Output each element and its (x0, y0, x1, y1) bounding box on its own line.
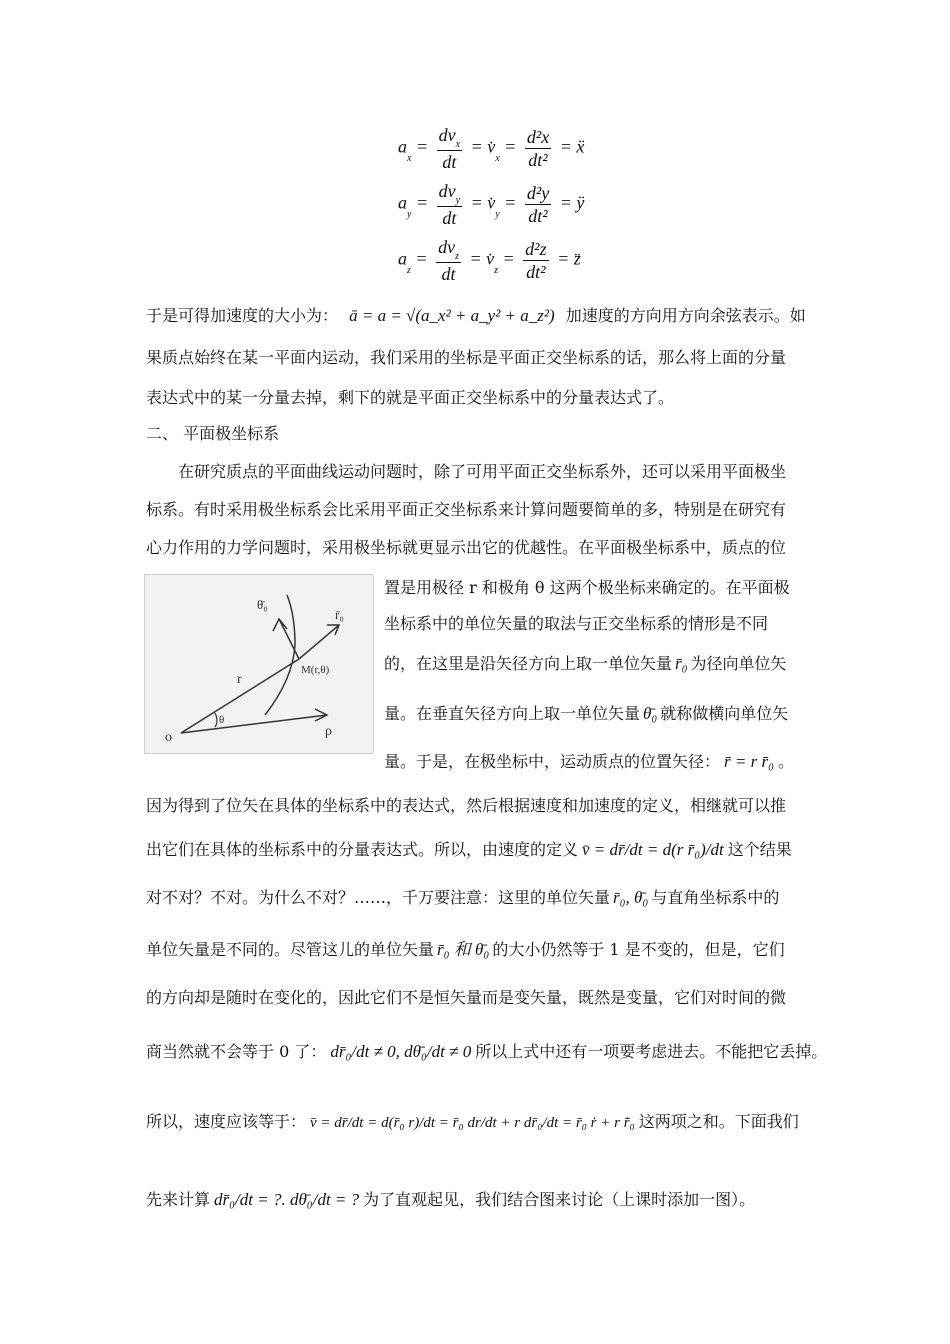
equation-ax: $a_x$ = $\frac{dv_x}{dt}$ = $v̇_x$ = $\frac{\text{d²x}}{\text{dt²}}$ = ẍ (398, 125, 585, 172)
section-heading: 二、 平面极坐标系 (146, 424, 280, 443)
p3-line2: 出它们在具体的坐标系中的分量表达式。所以，由速度的定义 v̄ = dr̄/dt = d(r r̄₀)/dt 这个结果 (146, 840, 792, 859)
p2-line2: 标系。有时采用极坐标系会比采用平面正交坐标系来计算问题要简单的多，特别是在研究有 (146, 500, 787, 519)
p3-line8: 先来计算 dr̄₀/dt = ?. dθ̄₀/dt = ? 为了直观起见，我们结合图来讨论（上课时添加一图）。 (146, 1190, 756, 1209)
p2-line1: 在研究质点的平面曲线运动问题时，除了可用平面正交坐标系外，还可以采用平面极坐 (178, 462, 787, 481)
p3-line4: 单位矢量是不同的。尽管这儿的单位矢量 r̄₀ 和 θ̄₀ 的大小仍然等于 1 是不变的，但是，它们 (146, 940, 785, 959)
r0-vector (299, 625, 339, 659)
theta-arc (215, 713, 217, 727)
label-M: M(r,θ) (301, 664, 330, 676)
theta0-vector (279, 619, 299, 659)
p2-line7: 量。在垂直矢径方向上取一单位矢量 θ̄₀ 就称做横向单位矢 (384, 704, 789, 723)
p2-line5: 坐标系中的单位矢量的取法与正交坐标系的情形是不同 (384, 614, 769, 633)
p1-line1: 于是可得加速度的大小为： ā = a = √(a_x² + a_y² + a_z²) 加速度的方向用方向余弦表示。如 (146, 306, 806, 325)
p3-line7: 所以，速度应该等于： v̄ = dr̄/dt = d(r̄₀ r)/dt = r̄₀ dr/dt + r dr̄₀/dt = r̄₀ ṙ + r r̄̇₀ 这两项之和。下面我们 (146, 1112, 799, 1131)
p1-line2: 果质点始终在某一平面内运动，我们采用的坐标是平面正交坐标系的话，那么将上面的分量 (146, 348, 787, 367)
p3-line3: 对不对？不对。为什么不对？……，千万要注意：这里的单位矢量 r̄₀, θ̄₀ 与直角坐标系中的 (146, 888, 780, 907)
p3-line5: 的方向却是随时在变化的，因此它们不是恒矢量而是变矢量，既然是变量，它们对时间的微 (146, 988, 787, 1007)
label-O: o (165, 730, 172, 745)
p2-line8: 量。于是，在极坐标中，运动质点的位置矢径： r̄ = r r̄₀ 。 (384, 752, 795, 771)
label-theta0: θ̄₀ (257, 597, 268, 612)
polar-coordinate-figure (144, 574, 374, 754)
radius-line (181, 659, 299, 733)
equation-ay: $a_y$ = $\frac{dv_y}{dt}$ = $v̇_y$ = $\frac{\text{d²y}}{\text{dt²}}$ = ÿ (398, 181, 585, 228)
label-theta: θ (219, 714, 225, 726)
axis-rho-line (181, 715, 327, 733)
p1-line3: 表达式中的某一分量去掉，剩下的就是平面正交坐标系中的分量表达式了。 (146, 388, 675, 407)
p2-line4: 置是用极径 r 和极角 θ 这两个极坐标来确定的。在平面极 (384, 578, 790, 597)
p2-line6: 的，在这里是沿矢径方向上取一单位矢量 r̄₀ 为径向单位矢 (384, 654, 787, 673)
trajectory-curve (265, 595, 295, 715)
p3-line1: 因为得到了位矢在具体的坐标系中的表达式，然后根据速度和加速度的定义，相继就可以推 (146, 796, 787, 815)
polar-diagram-svg (145, 575, 373, 753)
p3-line6: 商当然就不会等于 0 了： dr̄₀/dt ≠ 0, dθ̄₀/dt ≠ 0 所以上式中还有一项要考虑进去。不能把它丢掉。 (146, 1042, 828, 1061)
equation-az: $a_z$ = $\frac{dv_z}{dt}$ = $v̇_z$ = $\frac{\text{d²z}}{\text{dt²}}$ = z̈ (398, 237, 581, 284)
p2-line3: 心力作用的力学问题时，采用极坐标就更显示出它的优越性。在平面极坐标系中，质点的位 (146, 538, 787, 557)
label-rho: ρ (325, 724, 332, 739)
label-r0: r̄₀ (335, 607, 344, 622)
label-r: r (237, 672, 242, 687)
